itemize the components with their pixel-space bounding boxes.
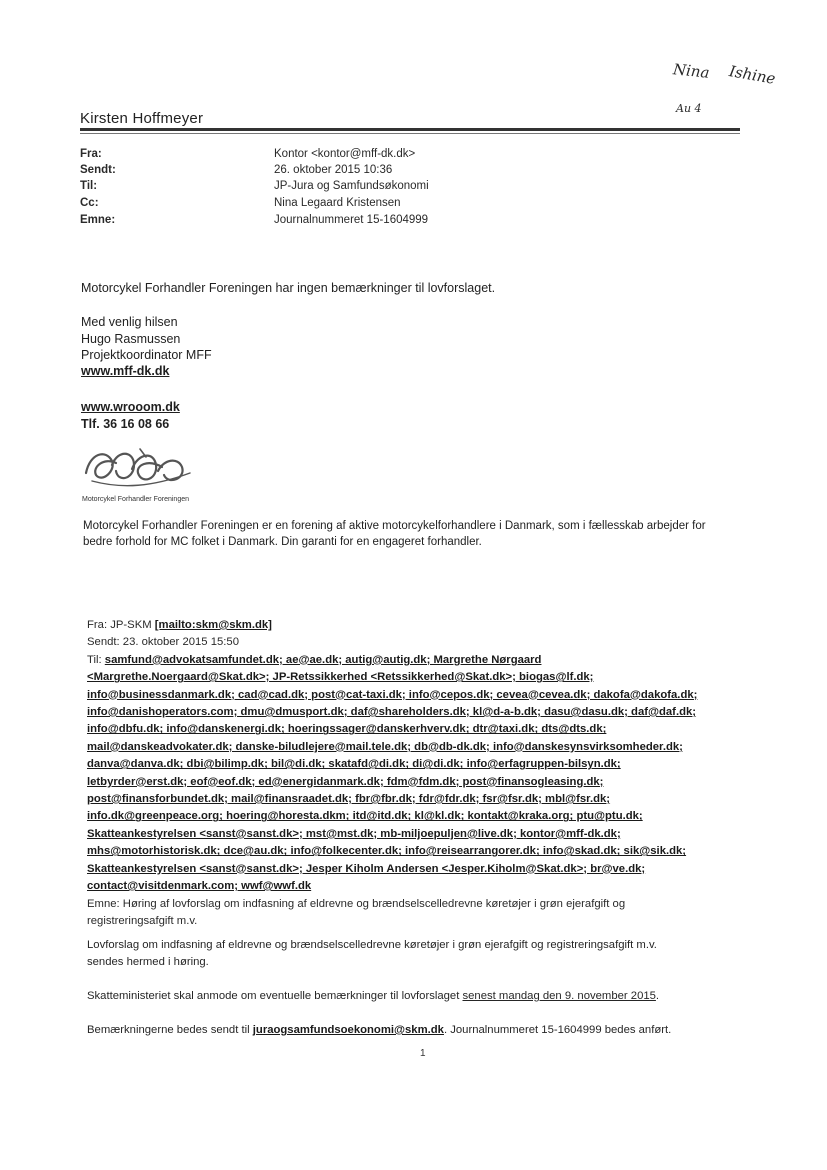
recipient-list-line[interactable]: mhs@motorhistorisk.dk; dce@au.dk; info@folkecenter.dk; info@reisearrangorer.dk; info@skad.dk; sik@sik.dk; <box>87 845 687 858</box>
forwarded-sent-line: Sendt: 23. oktober 2015 15:50 <box>87 636 240 649</box>
recipient-list-line[interactable]: <Margrethe.Noergaard@Skat.dk>; JP-Retssikkerhed <Retssikkerhed@Skat.dk>; biogas@lf.dk; <box>87 671 594 684</box>
handwritten-note-name: Nina <box>672 60 711 82</box>
recipient-list-line[interactable]: info@dbfu.dk; info@danskenergi.dk; hoeringssager@danskerhverv.dk; dtr@taxi.dk; dts@dts.dk; <box>87 723 607 736</box>
header-label-subject: Emne: <box>80 214 116 226</box>
recipient-list-line[interactable]: Skatteankestyrelsen <sanst@sanst.dk>; Jesper Kiholm Andersen <Jesper.Kiholm@Skat.dk>; br@ve.dk; <box>87 862 646 875</box>
handwritten-note-3: Au 4 <box>676 102 702 115</box>
recipient-list-line[interactable]: info.dk@greenpeace.org; hoering@horesta.dkm; itd@itd.dk; kl@kl.dk; kontakt@kraka.org; ptu@ptu.dk; <box>87 810 643 823</box>
forwarded-paragraph-3-end: . Journalnummeret 15-1604999 bedes anført. <box>443 1024 672 1036</box>
forwarded-paragraph-1 <box>87 937 757 972</box>
header-label-sent: Sendt: <box>80 164 116 176</box>
header-value-subject: Journalnummeret 15-1604999 <box>274 214 429 226</box>
forwarded-paragraph-2 <box>87 988 757 1005</box>
recipient-list-line[interactable]: samfund@advokatsamfundet.dk; ae@ae.dk; autig@autig.dk; Margrethe Nørgaard <box>104 653 542 666</box>
forwarded-to-label: Til: <box>87 653 105 666</box>
recipient-list-line[interactable]: danva@danva.dk; dbi@bilimp.dk; bil@di.dk; skatafd@di.dk; di@di.dk; info@erfagruppen-bilsyn.dk; <box>87 758 621 771</box>
sig-website-link[interactable]: www.mff-dk.dk <box>81 364 170 378</box>
forwarded-paragraph-2-end: . <box>655 990 660 1002</box>
forwarded-from-mailto-link[interactable]: [mailto:skm@skm.dk] <box>154 619 272 631</box>
sig-phone: Tlf. 36 16 08 66 <box>81 417 170 431</box>
header-label-from: Fra: <box>80 148 102 160</box>
recipient-list-line[interactable]: contact@visitdenmark.com; wwf@wwf.dk <box>87 880 312 893</box>
header-rule-thin <box>80 133 740 134</box>
deadline-text: senest mandag den 9. november 2015 <box>462 990 656 1002</box>
header-value-from: Kontor <kontor@mff-dk.dk> <box>274 148 416 160</box>
sig-name: Hugo Rasmussen <box>81 332 181 346</box>
recipient-list-line[interactable]: info@danishoperators.com; dmu@dmusport.dk; daf@shareholders.dk; kl@d-a-b.dk; dasu@dasu.dk; daf@daf.dk; <box>87 706 697 719</box>
sender-name: Kirsten Hoffmeyer <box>80 110 204 127</box>
recipient-line <box>87 652 757 669</box>
header-value-to: JP-Jura og Samfundsøkonomi <box>274 180 429 192</box>
recipient-list-line[interactable]: mail@danskeadvokater.dk; danske-biludlejere@mail.tele.dk; db@db-dk.dk; info@danskesynsvirksomheder.dk; <box>87 740 683 753</box>
sig-tagline-line-1: Motorcykel Forhandler Foreningen er en forening af aktive motorcykelforhandlere i Danmark, som i fællesskab arbejder for <box>83 520 706 532</box>
forwarded-paragraph-3 <box>87 1022 757 1039</box>
forwarded-paragraph-1-line-1: Lovforslag om indfasning af eldrevne og brændselscelledrevne køretøjer i grøn ejerafgift og registreringsafgift m.v. <box>87 939 657 951</box>
handwritten-note-2: Ishine <box>727 62 777 88</box>
sig-greeting: Med venlig hilsen <box>81 315 178 329</box>
logo-caption: Motorcykel Forhandler Foreningen <box>82 496 189 503</box>
header-label-to: Til: <box>80 180 98 192</box>
recipient-list-line[interactable]: Skatteankestyrelsen <sanst@sanst.dk>; mst@mst.dk; mb-miljoepuljen@live.dk; kontor@mff-dk.dk; <box>87 827 621 840</box>
mff-logo-icon <box>82 443 202 493</box>
header-label-cc: Cc: <box>80 197 99 209</box>
header-rule <box>80 128 740 131</box>
recipient-list-line[interactable]: letbyrder@erst.dk; eof@eof.dk; ed@energidanmark.dk; fdm@fdm.dk; post@finansogleasing.dk; <box>87 775 604 788</box>
forwarded-paragraph-2-text: Skatteministeriet skal anmode om eventuelle bemærkninger til lovforslaget <box>87 990 463 1002</box>
sig-title: Projektkoordinator MFF <box>81 348 212 362</box>
forwarded-message <box>87 617 757 930</box>
recipient-list-line[interactable]: post@finansforbundet.dk; mail@finansraadet.dk; fbr@fbr.dk; fdr@fdr.dk; fsr@fsr.dk; mbl@fsr.dk; <box>87 793 611 806</box>
submission-email-link[interactable]: juraogsamfundsoekonomi@skm.dk <box>252 1024 444 1036</box>
forwarded-from-line <box>87 617 757 634</box>
sig-website2-link[interactable]: www.wrooom.dk <box>81 400 180 414</box>
forwarded-paragraph-3-text: Bemærkningerne bedes sendt til <box>87 1024 253 1036</box>
forwarded-paragraph-1-line-2: sendes hermed i høring. <box>87 956 209 969</box>
forwarded-subject-line-1: Emne: Høring af lovforslag om indfasning af eldrevne og brændselscelledrevne køretøjer i grøn ejerafgift og <box>87 897 626 910</box>
email-body: Motorcykel Forhandler Foreningen har ingen bemærkninger til lovforslaget. <box>81 281 496 295</box>
header-value-sent: 26. oktober 2015 10:36 <box>274 164 393 176</box>
forwarded-subject-line-2: registreringsafgift m.v. <box>87 914 198 927</box>
sig-tagline-line-2: bedre forhold for MC folket i Danmark. Din garanti for en engageret forhandler. <box>83 536 482 548</box>
recipient-list-line[interactable]: info@businessdanmark.dk; cad@cad.dk; post@cat-taxi.dk; info@cepos.dk; cevea@cevea.dk; dakofa@dakofa.dk; <box>87 688 698 701</box>
forwarded-from-label: Fra: JP-SKM <box>87 619 155 631</box>
page-number: 1 <box>420 1048 426 1059</box>
header-value-cc: Nina Legaard Kristensen <box>274 197 401 209</box>
